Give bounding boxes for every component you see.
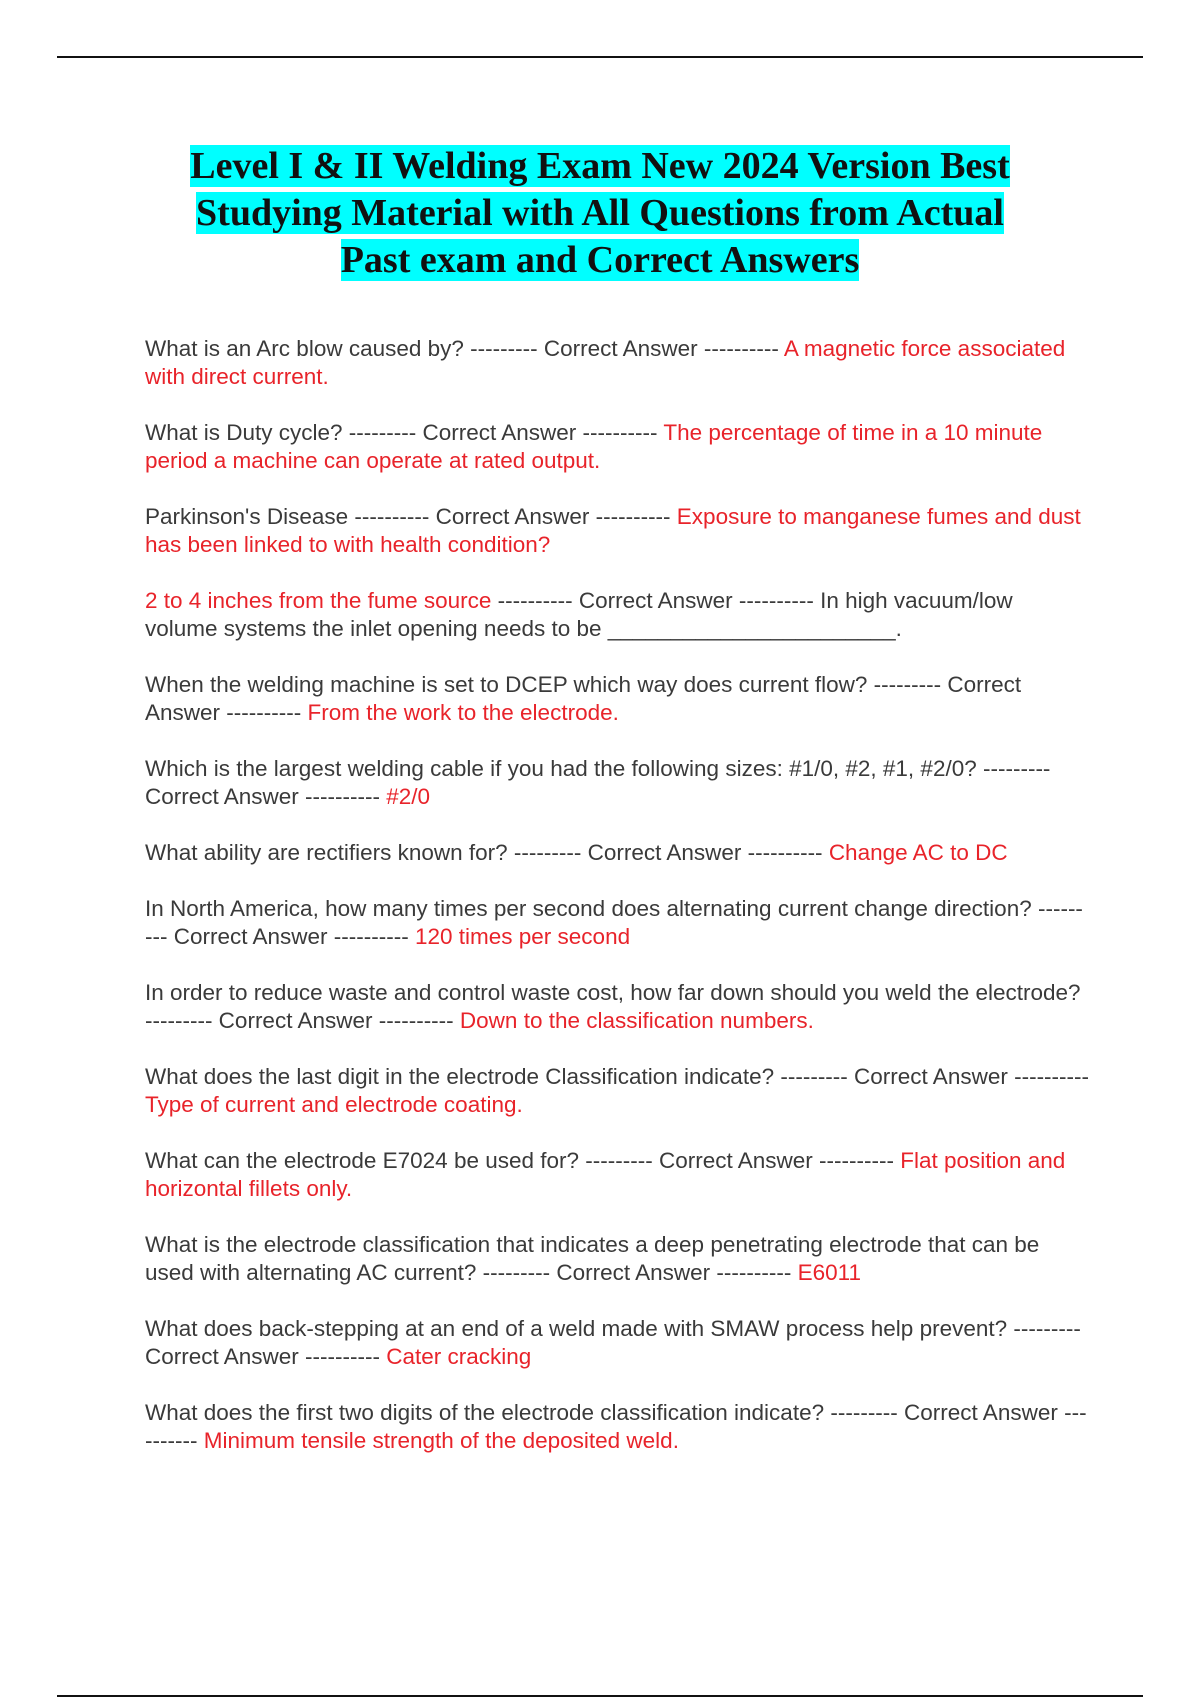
question-text: In North America, how many times per second does alternating current change direction? --------- Correct Answer ---------- (145, 896, 1083, 949)
qa-list (145, 335, 1090, 1483)
qa-item (145, 1231, 1090, 1287)
answer-text: Flat position and horizontal fillets only. (145, 1148, 1066, 1201)
qa-item (145, 671, 1090, 727)
qa-item (145, 895, 1090, 951)
qa-item (145, 979, 1090, 1035)
question-text: What is the electrode classification that indicates a deep penetrating electrode that can be used with alternating AC current? --------- Correct Answer ---------- (145, 1232, 1040, 1285)
question-text: What is Duty cycle? --------- Correct Answer ---------- (145, 420, 664, 445)
question-text: When the welding machine is set to DCEP which way does current flow? --------- Correct Answer ---------- (145, 672, 1022, 725)
qa-item (145, 839, 1090, 867)
qa-item (145, 1147, 1090, 1203)
answer-text: Exposure to manganese fumes and dust has been linked to with health condition? (145, 504, 1081, 557)
qa-item (145, 335, 1090, 391)
qa-item (145, 1315, 1090, 1371)
qa-item (145, 503, 1090, 559)
answer-text: Minimum tensile strength of the deposited weld. (203, 1428, 679, 1453)
answer-text: 120 times per second (414, 924, 631, 949)
question-text: What can the electrode E7024 be used for? --------- Correct Answer ---------- (145, 1148, 901, 1173)
document-title (140, 143, 1060, 284)
title-line-1: Level I & II Welding Exam New 2024 Version Best (190, 145, 1010, 187)
answer-text: Down to the classification numbers. (459, 1008, 814, 1033)
qa-item (145, 587, 1090, 643)
question-text: ---------- Correct Answer ---------- In high vacuum/low volume systems the inlet opening needs to be _______________________. (145, 588, 1013, 641)
top-rule (57, 56, 1143, 58)
answer-text: #2/0 (386, 784, 431, 809)
answer-text: From the work to the electrode. (307, 700, 619, 725)
question-text: Parkinson's Disease ---------- Correct Answer ---------- (145, 504, 677, 529)
question-text: In order to reduce waste and control waste cost, how far down should you weld the electrode? --------- Correct Answer ---------- (145, 980, 1081, 1033)
question-text: What does back-stepping at an end of a weld made with SMAW process help prevent? --------- Correct Answer ---------- (145, 1316, 1081, 1369)
question-text: What ability are rectifiers known for? --------- Correct Answer ---------- (145, 840, 829, 865)
answer-text: A magnetic force associated with direct current. (145, 336, 1066, 389)
question-text: What does the first two digits of the electrode classification indicate? --------- Correct Answer ---------- (145, 1400, 1087, 1453)
answer-text: Change AC to DC (828, 840, 1008, 865)
title-line-3: Past exam and Correct Answers (340, 239, 860, 281)
question-text: What does the last digit in the electrode Classification indicate? --------- Correct Answer ---------- (145, 1064, 1090, 1089)
qa-item (145, 1399, 1090, 1455)
answer-text: The percentage of time in a 10 minute period a machine can operate at rated output. (145, 420, 1043, 473)
answer-text: E6011 (797, 1260, 862, 1285)
qa-item (145, 1063, 1090, 1119)
qa-item (145, 419, 1090, 475)
question-text: Which is the largest welding cable if you had the following sizes: #1/0, #2, #1, #2/0? --------- Correct Answer ---------- (145, 756, 1051, 809)
answer-text: Type of current and electrode coating. (145, 1092, 523, 1117)
answer-text: Cater cracking (386, 1344, 532, 1369)
question-text: What is an Arc blow caused by? --------- Correct Answer ---------- (145, 336, 784, 361)
bottom-rule (57, 1695, 1143, 1697)
qa-item (145, 755, 1090, 811)
title-line-2: Studying Material with All Questions from Actual (196, 192, 1004, 234)
answer-text: 2 to 4 inches from the fume source (145, 588, 492, 613)
